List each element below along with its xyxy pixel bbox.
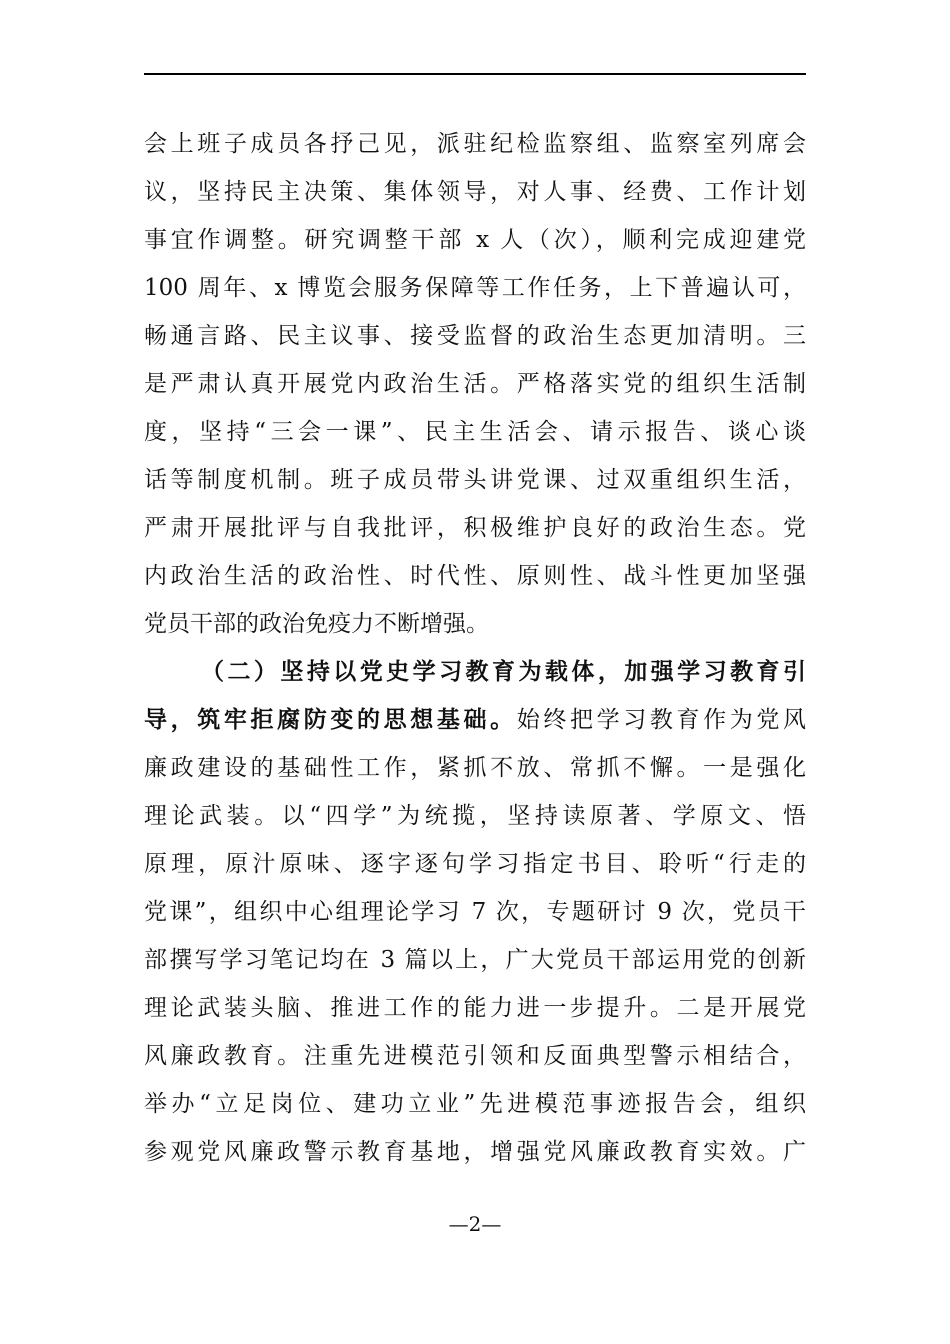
paragraph-line: 事宜作调整。研究调整干部 x 人（次），顺利完成迎建党 [144,227,806,253]
header-rule [144,73,806,75]
paragraph-line: 内政治生活的政治性、时代性、原则性、战斗性更加坚强 [144,563,806,589]
paragraph-line: 举办“立足岗位、建功立业”先进模范事迹报告会，组织 [144,1091,806,1117]
paragraph-line: 畅通言路、民主议事、接受监督的政治生态更加清明。三 [144,323,806,349]
paragraph-line: 党员干部的政治免疫力不断增强。 [144,611,489,637]
paragraph-line: 严肃开展批评与自我批评，积极维护良好的政治生态。党 [144,515,806,541]
section-heading: （二）坚持以党史学习教育为载体，加强学习教育引 [201,658,806,685]
paragraph-line: 话等制度机制。班子成员带头讲党课、过双重组织生活， [144,467,806,493]
paragraph-line: 议，坚持民主决策、集体领导，对人事、经费、工作计划 [144,179,806,205]
paragraph-line: 部撰写学习笔记均在 3 篇以上，广大党员干部运用党的创新 [144,947,806,973]
section-heading-continued: 导，筑牢拒腐防变的思想基础。 [144,706,517,733]
paragraph-line: 参观党风廉政警示教育基地，增强党风廉政教育实效。广 [144,1139,806,1165]
paragraph-line: 廉政建设的基础性工作，紧抓不放、常抓不懈。一是强化 [144,755,806,781]
page-number: —2— [448,1212,502,1236]
paragraph-line: 原理，原汁原味、逐字逐句学习指定书目、聆听“行走的 [144,851,806,877]
paragraph-line [144,696,806,744]
paragraph-line: 100 周年、x 博览会服务保障等工作任务，上下普遍认可， [144,275,806,301]
paragraph-line: 理论武装头脑、推进工作的能力进一步提升。二是开展党 [144,995,806,1021]
paragraph-line: 度，坚持“三会一课”、民主生活会、请示报告、谈心谈 [144,419,806,445]
document-body [144,120,806,1176]
paragraph-line: 理论武装。以“四学”为统揽，坚持读原著、学原文、悟 [144,803,806,829]
paragraph-line: 风廉政教育。注重先进模范引领和反面典型警示相结合， [144,1043,806,1069]
paragraph-line: 会上班子成员各抒己见，派驻纪检监察组、监察室列席会 [144,131,806,157]
paragraph-text: 始终把学习教育作为党风 [516,707,806,733]
paragraph-line: 党课”，组织中心组理论学习 7 次，专题研讨 9 次，党员干 [144,899,806,925]
paragraph-line: 是严肃认真开展党内政治生活。严格落实党的组织生活制 [144,371,806,397]
